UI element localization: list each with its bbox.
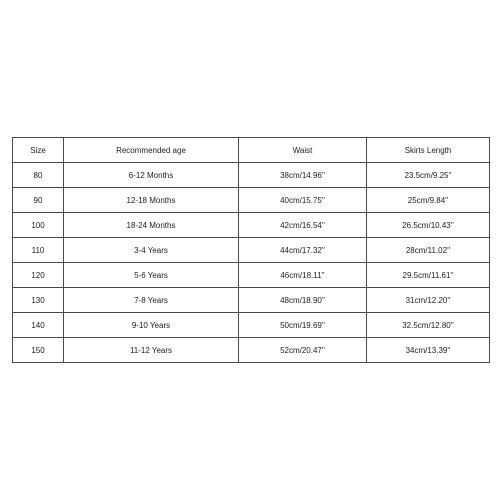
cell-size: 150 [13,338,64,363]
cell-waist: 40cm/15.75'' [239,188,367,213]
cell-waist: 38cm/14.96'' [239,163,367,188]
cell-age: 18-24 Months [64,213,239,238]
cell-length: 23.5cm/9.25'' [367,163,490,188]
cell-size: 80 [13,163,64,188]
table-row [13,313,490,338]
cell-size: 100 [13,213,64,238]
cell-size: 110 [13,238,64,263]
cell-size: 120 [13,263,64,288]
cell-age: 5-6 Years [64,263,239,288]
cell-length: 29.5cm/11.61'' [367,263,490,288]
cell-waist: 46cm/18.11'' [239,263,367,288]
cell-length: 26.5cm/10.43'' [367,213,490,238]
cell-length: 34cm/13.39'' [367,338,490,363]
cell-length: 25cm/9.84'' [367,188,490,213]
table-header-row [13,138,490,163]
table-row [13,213,490,238]
table-row [13,263,490,288]
header-recommended-age: Recommended age [64,138,239,163]
table-row [13,163,490,188]
table-row [13,288,490,313]
cell-age: 12-18 Months [64,188,239,213]
cell-length: 32.5cm/12.80'' [367,313,490,338]
size-chart-table [12,137,490,363]
cell-age: 7-8 Years [64,288,239,313]
header-waist: Waist [239,138,367,163]
cell-waist: 44cm/17.32'' [239,238,367,263]
header-skirts-length: Skirts Length [367,138,490,163]
cell-waist: 52cm/20.47'' [239,338,367,363]
cell-size: 130 [13,288,64,313]
header-size: Size [13,138,64,163]
cell-age: 11-12 Years [64,338,239,363]
cell-size: 140 [13,313,64,338]
cell-waist: 50cm/19.69'' [239,313,367,338]
cell-waist: 42cm/16.54'' [239,213,367,238]
cell-age: 9-10 Years [64,313,239,338]
cell-size: 90 [13,188,64,213]
table-row [13,238,490,263]
cell-age: 6-12 Months [64,163,239,188]
table-row [13,188,490,213]
table-row [13,338,490,363]
cell-age: 3-4 Years [64,238,239,263]
cell-length: 31cm/12.20'' [367,288,490,313]
cell-length: 28cm/11.02'' [367,238,490,263]
cell-waist: 48cm/18.90'' [239,288,367,313]
